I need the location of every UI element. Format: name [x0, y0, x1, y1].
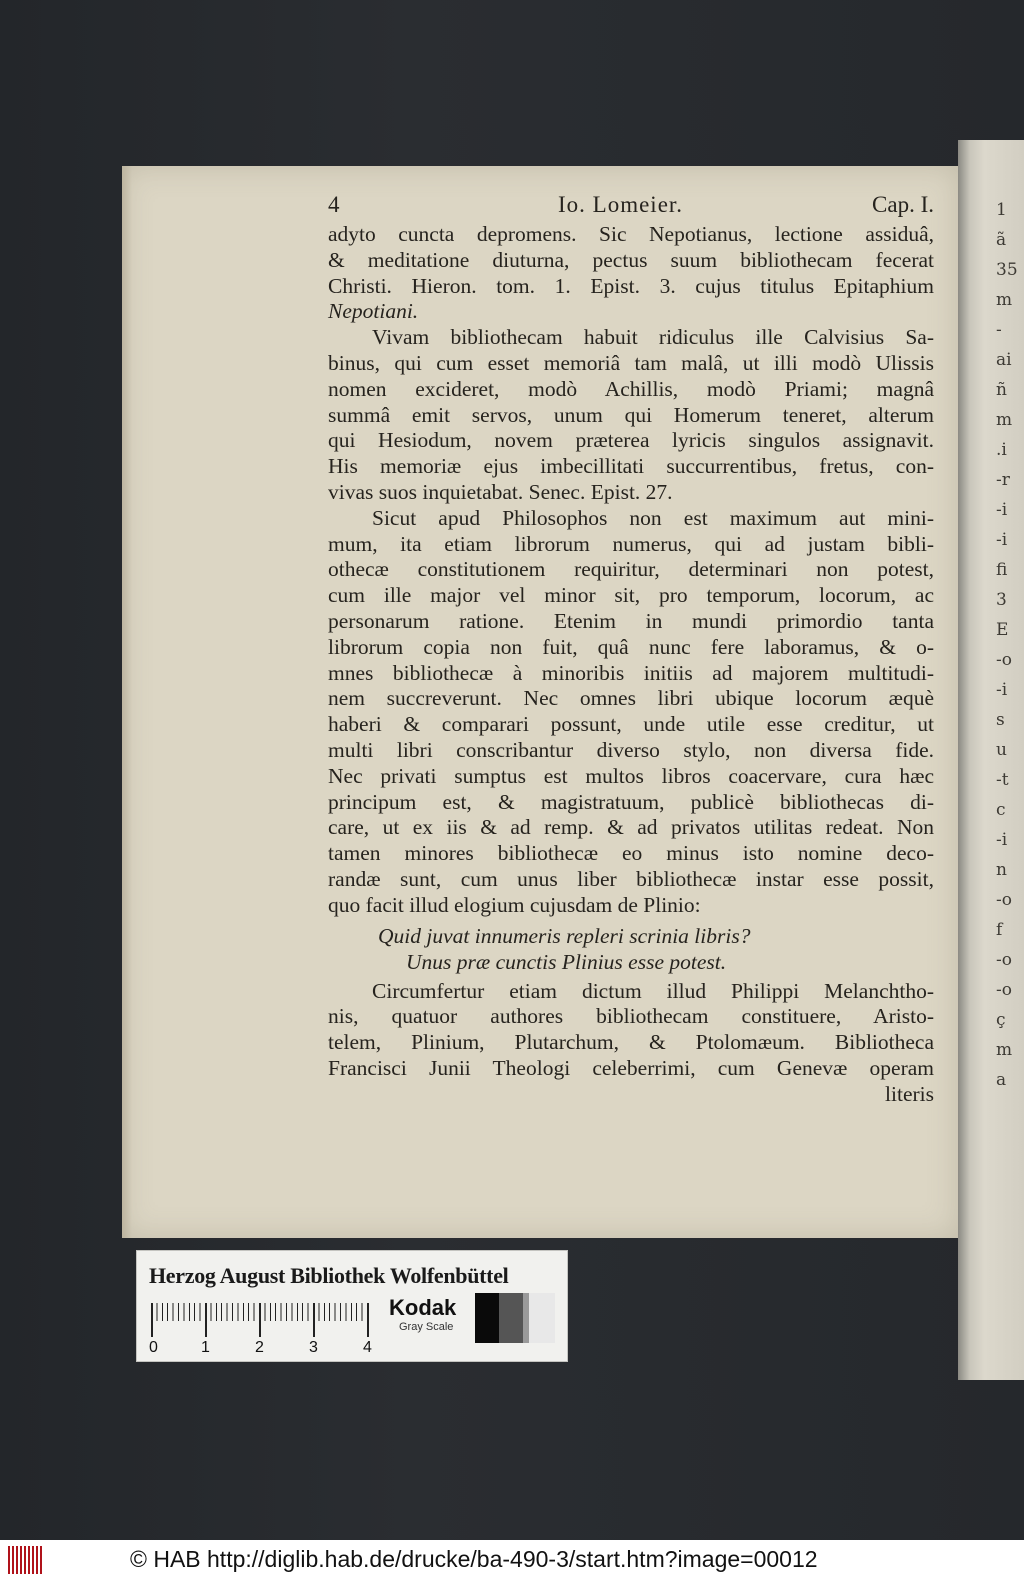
- book-page: [122, 166, 958, 1238]
- facing-page-fragment: E: [996, 620, 1009, 640]
- text-line: telem, Plinium, Plutarchum, & Ptolomæum. Bibliotheca: [328, 1030, 934, 1055]
- facing-page-fragment: m: [996, 410, 1013, 430]
- facing-page-fragment: m: [996, 290, 1013, 310]
- page-header: [328, 192, 934, 222]
- ruler-number: 0: [149, 1339, 158, 1356]
- color-target-card: [136, 1250, 568, 1362]
- facing-page-fragment: a: [996, 1070, 1007, 1090]
- running-head: Io. Lomeier.: [558, 192, 684, 217]
- verse-line: Quid juvat innumeris repleri scrinia libris?: [378, 923, 751, 948]
- text-line: haberi & comparari possunt, unde utile esse creditur, ut: [328, 712, 934, 737]
- facing-page-fragment: ñ: [996, 380, 1007, 400]
- facing-page-fragment: -: [996, 320, 1002, 340]
- facing-page-fragment: 1: [996, 200, 1007, 220]
- text-line: Nepotiani.: [328, 299, 419, 324]
- facing-page-fragment: ç: [996, 1010, 1006, 1030]
- ruler-major-tick: [259, 1303, 261, 1337]
- text-line: qui Hesiodum, novem præterea lyricis singulos assignavit.: [328, 428, 934, 453]
- text-line: personarum ratione. Etenim in mundi primordio tanta: [328, 608, 934, 633]
- paragraph-3: [328, 506, 934, 919]
- text-line: His memoriæ ejus imbecillitati succurrentibus, fretus, con-: [328, 454, 934, 479]
- ruler-major-tick: [151, 1303, 153, 1337]
- facing-page-fragment: -o: [996, 950, 1012, 970]
- verse-line: Unus præ cunctis Plinius esse potest.: [406, 949, 727, 974]
- facing-page-fragment: s: [996, 710, 1005, 730]
- ruler-number: 2: [255, 1339, 264, 1356]
- facing-page-fragment: n: [996, 860, 1007, 880]
- kodak-subtitle: Gray Scale: [399, 1321, 454, 1333]
- facing-page-fragment: m: [996, 1040, 1013, 1060]
- gray-patch-black: [475, 1293, 499, 1343]
- text-line: Vivam bibliothecam habuit ridiculus ille Calvisius Sa-: [372, 325, 934, 350]
- text-line: Christi. Hieron. tom. 1. Epist. 3. cujus titulus Epitaphium: [328, 273, 934, 298]
- kodak-logo: Kodak: [389, 1295, 457, 1320]
- facing-page-fragment: -i: [996, 680, 1008, 700]
- facing-page-fragment: -o: [996, 890, 1012, 910]
- facing-page-fragment: -r: [996, 470, 1010, 490]
- text-line: Sicut apud Philosophos non est maximum aut mini-: [372, 505, 934, 530]
- paragraph-1: [328, 222, 934, 325]
- text-line: multi libri conscribantur diverso stylo, non diversa fide.: [328, 737, 934, 762]
- gray-patch-light: [529, 1293, 555, 1343]
- text-line: othecæ constitutionem requiritur, determinari non potest,: [328, 557, 934, 582]
- facing-page-edge: [958, 140, 1024, 1380]
- footer-bar: [0, 1540, 1024, 1582]
- facing-page-fragment: c: [996, 800, 1006, 820]
- text-line: nomen excideret, modò Achillis, modò Priami; magnâ: [328, 376, 934, 401]
- facing-page-fragment: -i: [996, 500, 1008, 520]
- text-line: Circumfertur etiam dictum illud Philippi Melanchtho-: [372, 978, 934, 1003]
- verse-quote: [328, 923, 934, 975]
- ruler-major-tick: [367, 1303, 369, 1337]
- ruler-major-tick: [313, 1303, 315, 1337]
- facing-page-fragment: -o: [996, 980, 1012, 1000]
- chapter-label: Cap. I.: [872, 192, 934, 217]
- text-line: summâ emit servos, unum qui Homerum teneret, alterum: [328, 402, 934, 427]
- facing-page-fragment: -i: [996, 530, 1008, 550]
- ruler-scale: [151, 1303, 371, 1337]
- paragraph-4: [328, 979, 934, 1108]
- text-line: adyto cuncta depromens. Sic Nepotianus, lectione assiduâ,: [328, 222, 934, 246]
- text-line: nis, quatuor authores bibliothecam constituere, Aristo-: [328, 1004, 934, 1029]
- copyright-url[interactable]: © HAB http://diglib.hab.de/drucke/ba-490-3/start.htm?image=00012: [130, 1546, 818, 1572]
- page-text-block: [328, 192, 934, 1108]
- ruler-number: 4: [363, 1339, 372, 1356]
- text-line: randæ sunt, cum unus liber bibliothecæ instar esse possit,: [328, 866, 934, 891]
- ruler-major-tick: [205, 1303, 207, 1337]
- facing-page-fragment: .i: [996, 440, 1007, 460]
- ruler-number: 1: [201, 1339, 210, 1356]
- text-line: principum est, & magistratuum, publicè bibliothecas di-: [328, 789, 934, 814]
- facing-page-fragment: 35: [996, 260, 1018, 280]
- text-line: Nec privati sumptus est multos libros coacervare, cura hæc: [328, 763, 934, 788]
- text-line: Francisci Junii Theologi celeberrimi, cum Genevæ operam: [328, 1055, 934, 1080]
- text-line: vivas suos inquietabat. Senec. Epist. 27.: [328, 479, 673, 504]
- facing-page-fragment: f: [996, 920, 1003, 940]
- facing-page-fragment: u: [996, 740, 1007, 760]
- ruler-number: 3: [309, 1339, 318, 1356]
- text-line: cum ille major vel minor sit, pro temporum, locorum, ac: [328, 583, 934, 608]
- facing-page-fragment: ai: [996, 350, 1012, 370]
- text-line: mnes bibliothecæ à minoribis initiis ad majorem multitudi-: [328, 660, 934, 685]
- facing-page-fragment: ã: [996, 230, 1007, 250]
- facing-page-fragment: fi: [996, 560, 1008, 580]
- hab-logo-icon: [8, 1546, 42, 1574]
- gray-patch-dark: [499, 1293, 523, 1343]
- catchword: literis: [885, 1081, 934, 1106]
- facing-page-fragment: 3: [996, 590, 1007, 610]
- text-line: care, ut ex iis & ad remp. & ad privatos utilitas redeat. Non: [328, 815, 934, 840]
- paragraph-2: [328, 325, 934, 506]
- text-line: & meditatione diuturna, pectus suum bibliothecam fecerat: [328, 247, 934, 272]
- text-line: librorum copia non fuit, quâ nunc fere laboramus, & o-: [328, 634, 934, 659]
- facing-page-fragment: -t: [996, 770, 1009, 790]
- facing-page-fragment: -o: [996, 650, 1012, 670]
- text-line: nem succreverunt. Nec omnes libri ubique locorum æquè: [328, 686, 934, 711]
- library-name: Herzog August Bibliothek Wolfenbüttel: [149, 1263, 509, 1288]
- page-number: 4: [328, 192, 340, 217]
- facing-page-fragment: -i: [996, 830, 1008, 850]
- text-line: quo facit illud elogium cujusdam de Plinio:: [328, 892, 701, 917]
- text-line: tamen minores bibliothecæ eo minus isto nomine deco-: [328, 841, 934, 866]
- text-line: mum, ita etiam librorum numerus, qui ad justam bibli-: [328, 531, 934, 556]
- text-line: binus, qui cum esset memoriâ tam malâ, ut illi modò Ulissis: [328, 350, 934, 375]
